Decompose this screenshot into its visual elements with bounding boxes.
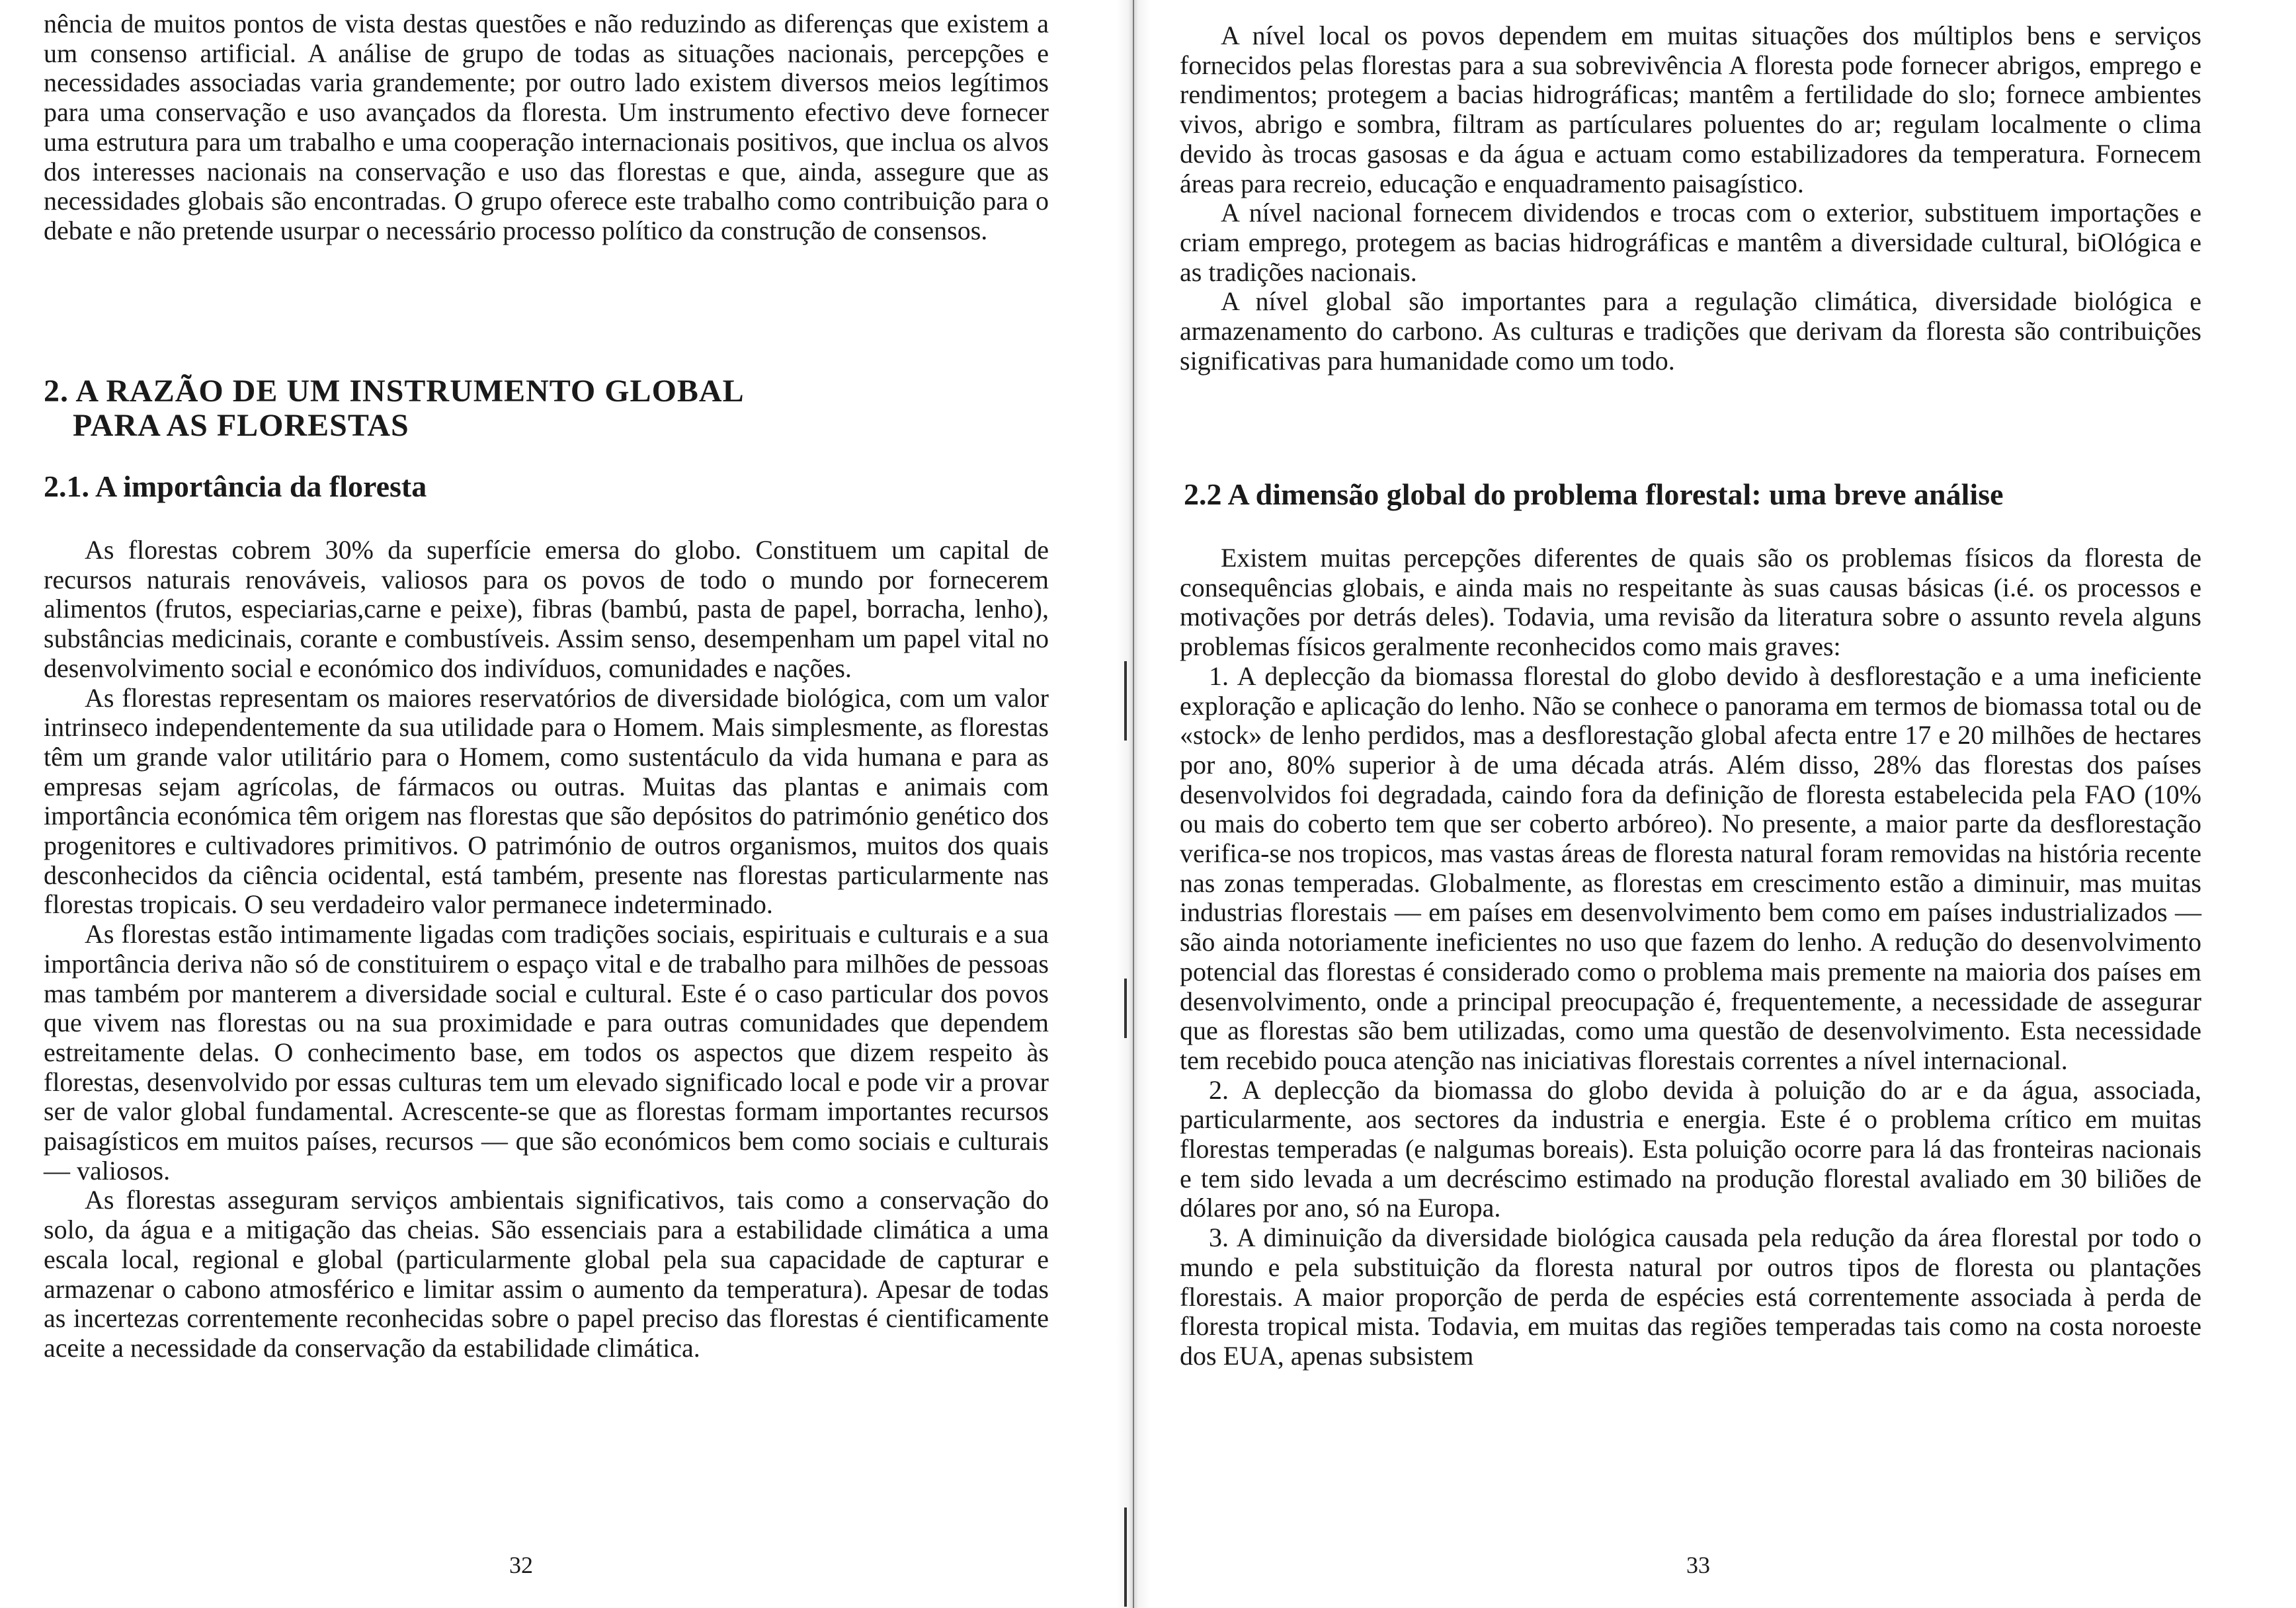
paragraph: A nível global são importantes para a regulação climática, diversidade biológica e armazenamento do carbono. As culturas e tradições que derivam da floresta são contribuições significativas para humanidade como um todo.	[1180, 286, 2201, 376]
chapter-heading-line1: 2. A RAZÃO DE UM INSTRUMENTO GLOBAL	[44, 374, 745, 409]
list-item: 2. A deplecção da biomassa do globo devida à poluição do ar e da água, associada, particularmente, aos sectores da industria e energia. Este é o problema crítico em muitas florestas temperadas (e nalgumas boreais). Esta poluição ocorre para lá das fronteiras nacionais e tem sido levada a um decréscimo estimado na produção florestal avaliado em 30 biliões de dólares por ano, só na Europa.	[1180, 1074, 2201, 1223]
section-heading-2-1: 2.1. A importância da floresta	[44, 469, 427, 503]
gutter-shadow-mark	[1124, 1508, 1127, 1607]
right-page	[1151, 0, 2296, 1608]
paragraph: As florestas cobrem 30% da superfície emersa do globo. Constituem um capital de recursos naturais renováveis, valiosos para os povos de todo o mundo por fornecerem alimentos (frutos, especiarias,carne e peixe), fibras (bambú, pasta de papel, borracha, lenho), substâncias medicinais, corante e combustíveis. Assim senso, desempenham um papel vital no desenvolvimento social e económico dos indivíduos, comunidades e nações.	[44, 535, 1049, 683]
paragraph: As florestas estão intimamente ligadas com tradições sociais, espirituais e culturais e a sua importância deriva não só de constituirem o espaço vital e de trabalho para milhões de pessoas mas também por manterem a diversidade social e cultural. Este é o caso particular dos povos que vivem nas florestas ou na sua proximidade e para outras comunidades que dependem estreitamente delas. O conhecimento base, em todos os aspectos que dizem respeito às florestas, desenvolvido por essas culturas tem um elevado significado local e pode vir a provar ser de valor global fundamental. Acrescente-se que as florestas formam importantes recursos paisagísticos em muitos países, recursos — que são económicos bem como sociais e culturais — valiosos.	[44, 919, 1049, 1186]
intro-text-block	[44, 9, 1049, 246]
section-2-2-body	[1180, 543, 2201, 1371]
gutter-shadow-mark	[1124, 661, 1127, 741]
paragraph: As florestas asseguram serviços ambientais significativos, tais como a conservação do solo, da água e a mitigação das cheias. São essenciais para a estabilidade climática a uma escala local, regional e global (particularmente global pela sua capacidade de capturar e armazenar o cabono atmosférico e limitar assim o aumento da temperatura). Apesar de todas as incertezas correntemente reconhecidas sobre o papel preciso das florestas é cientificamente aceite a necessidade da conservação da estabilidade climática.	[44, 1185, 1049, 1363]
intro-paragraph: nência de muitos pontos de vista destas questões e não reduzindo as diferenças que existem a um consenso artificial. A análise de grupo de todas as situações nacionais, percepções e necessidades associadas varia grandemente; por outro lado existem diversos meios legítimos para uma conservação e uso avançados da floresta. Um instrumento efectivo deve fornecer uma estrutura para um trabalho e uma cooperação internacionais positivos, que inclua os alvos dos interesses nacionais na conservação e uso das florestas e que, ainda, assegure que as necessidades globais são encontradas. O grupo oferece este trabalho como contribuição para o debate e não pretende usurpar o necessário processo político da construção de consensos.	[44, 9, 1049, 245]
chapter-heading	[44, 374, 969, 443]
section-heading-2-2: 2.2 A dimensão global do problema florestal: uma breve análise	[1184, 477, 2004, 511]
gutter-shadow-mark	[1124, 979, 1127, 1038]
page-number: 33	[1686, 1552, 1710, 1578]
paragraph: A nível nacional fornecem dividendos e trocas com o exterior, substituem importações e criam emprego, protegem as bacias hidrográficas e mantêm a diversidade cultural, biOlógica e as tradições nacionais.	[1180, 198, 2201, 287]
list-item: 3. A diminuição da diversidade biológica causada pela redução da área florestal por todo o mundo e pela substituição da floresta natural por outros tipos de floresta ou plantações florestais. A maior proporção de perda de espécies está correntemente associada à perda de floresta tropical mista. Todavia, em muitas das regiões temperadas tais como na costa noroeste dos EUA, apenas subsistem	[1180, 1223, 2201, 1371]
left-page	[0, 0, 1118, 1608]
paragraph: As florestas representam os maiores reservatórios de diversidade biológica, com um valor intrinseco independentemente da sua utilidade para o Homem. Mais simplesmente, as florestas têm um grande valor utilitário para o Homem, como sustentáculo da vida humana e para as empresas sejam agrícolas, de fármacos ou outras. Muitas das plantas e animais com importância económica têm origem nas florestas que são depósitos do património genético dos progenitores e cultivadores primitivos. O património de outros organismos, muitos dos quais desconhecidos da ciência ocidental, está também, presente nas florestas particularmente nas florestas tropicais. O seu verdadeiro valor permanece indeterminado.	[44, 682, 1049, 920]
list-item: 1. A deplecção da biomassa florestal do globo devido à desflorestação e a uma ineficiente exploração e aplicação do lenho. Não se conhece o panorama em termos de biomassa total ou de «stock» de lenho perdidos, mas a desflorestação global afecta entre 17 e 20 milhões de hectares por ano, 80% superior à de uma década atrás. Além disso, 28% das florestas dos países desenvolvidos foi degradada, caindo fora da definição de floresta estabelecida pela FAO (10% ou mais do coberto tem que ser coberto arbóreo). No presente, a maior parte da desflorestação verifica-se nos tropicos, mas vastas áreas de floresta natural foram removidas na história recente nas zonas temperadas. Globalmente, as florestas em crescimento estão a diminuir, mas muitas industrias florestais — em países em desenvolvimento bem como em países industrializados — são ainda notoriamente ineficientes no uso que fazem do lenho. A redução do desenvolvimento potencial das florestas é considerado como o problema mais premente na maioria dos países em desenvolvimento, onde a principal preocupação é, frequentemente, a necessidade de assegurar que as florestas são bem utilizadas, como uma questão de desenvolvimento. Esta necessidade tem recebido pouca atenção nas iniciativas florestais correntes a nível internacional.	[1180, 661, 2201, 1075]
paragraph: Existem muitas percepções diferentes de quais são os problemas físicos da floresta de consequências globais, e ainda mais no respeitante às suas causas básicas (i.é. os processos e motivações por detrás deles). Todavia, uma revisão da literatura sobre o assunto revela alguns problemas físicos geralmente reconhecidos como mais graves:	[1180, 543, 2201, 662]
page-number: 32	[509, 1552, 533, 1578]
local-national-global-block	[1180, 21, 2201, 376]
section-2-1-body	[44, 536, 1049, 1363]
paragraph: A nível local os povos dependem em muitas situações dos múltiplos bens e serviços fornecidos pelas florestas para a sua sobrevivência A floresta pode fornecer abrigos, emprego e rendimentos; protegem a bacias hidrográficas; mantêm a fertilidade do slo; fornece ambientes vivos, abrigo e sombra, filtram as partículares poluentes do ar; regulam localmente o clima devido às trocas gasosas e da água e actuam como estabilizadores da temperatura. Fornecem áreas para recreio, educação e enquadramento paisagístico.	[1180, 20, 2201, 198]
chapter-heading-line2: PARA AS FLORESTAS	[73, 408, 409, 443]
book-gutter	[1116, 0, 1151, 1608]
